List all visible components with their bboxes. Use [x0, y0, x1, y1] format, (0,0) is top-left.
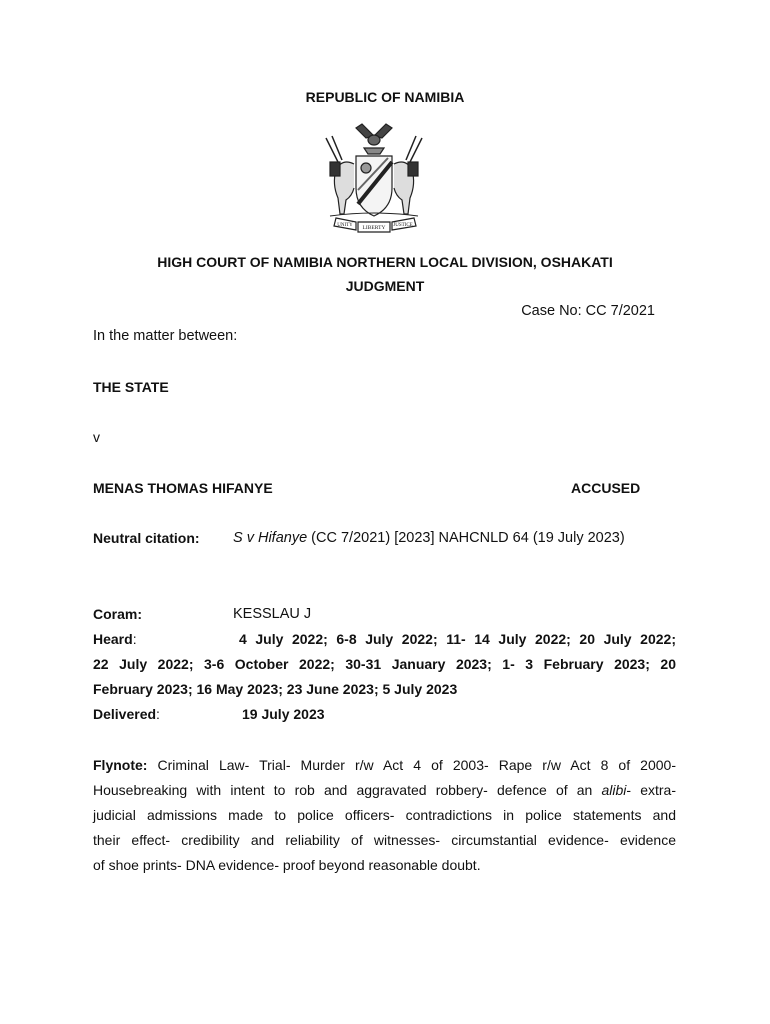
matter-intro: In the matter between: — [93, 328, 238, 344]
svg-text:LIBERTY: LIBERTY — [362, 225, 386, 231]
accused-role: ACCUSED — [571, 480, 641, 496]
flynote-line-5: of shoe prints- DNA evidence- proof beyond reasonable doubt. — [93, 857, 481, 873]
court-name: HIGH COURT OF NAMIBIA NORTHERN LOCAL DIVISION, OSHAKATI — [157, 254, 613, 270]
flynote-line-2: Housebreaking with intent to rob and aggravated robbery- defence of an alibi- extra- — [93, 782, 677, 798]
delivered-date: 19 July 2023 — [242, 706, 325, 722]
document-type: JUDGMENT — [345, 278, 425, 294]
flynote-line-4: their effect- credibility and reliability of witnesses- circumstantial evidence- evidence — [93, 832, 676, 848]
coram-label: Coram: — [93, 606, 143, 622]
citation-case-name: S v Hifanye — [233, 530, 308, 546]
heard-dates-line-1: 4 July 2022; 6-8 July 2022; 11- 14 July 2022; 20 July 2022; — [239, 631, 676, 647]
heard-label: Heard — [93, 631, 133, 647]
heard-dates-line-3: February 2023; 16 May 2023; 23 June 2023; 5 July 2023 — [93, 681, 458, 697]
flynote-label: Flynote: — [93, 757, 148, 773]
flynote-line-3: judicial admissions made to police officers- contradictions in police statements and — [93, 807, 676, 823]
svg-text:JUSTICE: JUSTICE — [393, 223, 413, 228]
heard-dates-line-2: 22 July 2022; 3-6 October 2022; 30-31 January 2023; 1- 3 February 2023; 20 — [93, 656, 676, 672]
versus-label: v — [93, 429, 100, 445]
flynote-alibi: alibi — [601, 782, 627, 798]
delivered-label: Delivered — [93, 706, 157, 722]
case-number: Case No: CC 7/2021 — [521, 303, 655, 319]
citation-reference: (CC 7/2021) [2023] NAHCNLD 64 (19 July 2023) — [307, 530, 625, 546]
republic-heading: REPUBLIC OF NAMIBIA — [305, 89, 465, 105]
svg-text:UNITY: UNITY — [337, 223, 353, 228]
plaintiff-name: THE STATE — [93, 379, 169, 395]
coat-of-arms-icon — [316, 118, 432, 238]
coat-of-arms-emblem — [316, 118, 432, 238]
delivered-label-wrap — [93, 706, 160, 722]
flynote-line-1: Flynote: Criminal Law- Trial- Murder r/w Act 4 of 2003- Rape r/w Act 8 of 2000- — [93, 757, 676, 773]
citation-value — [233, 530, 625, 546]
accused-name: MENAS THOMAS HIFANYE — [93, 480, 273, 496]
coram-value: KESSLAU J — [233, 606, 312, 622]
citation-label: Neutral citation: — [93, 530, 200, 546]
delivered-colon: : — [156, 706, 160, 722]
heard-colon: : — [132, 631, 137, 647]
heard-label-wrap — [93, 631, 137, 647]
